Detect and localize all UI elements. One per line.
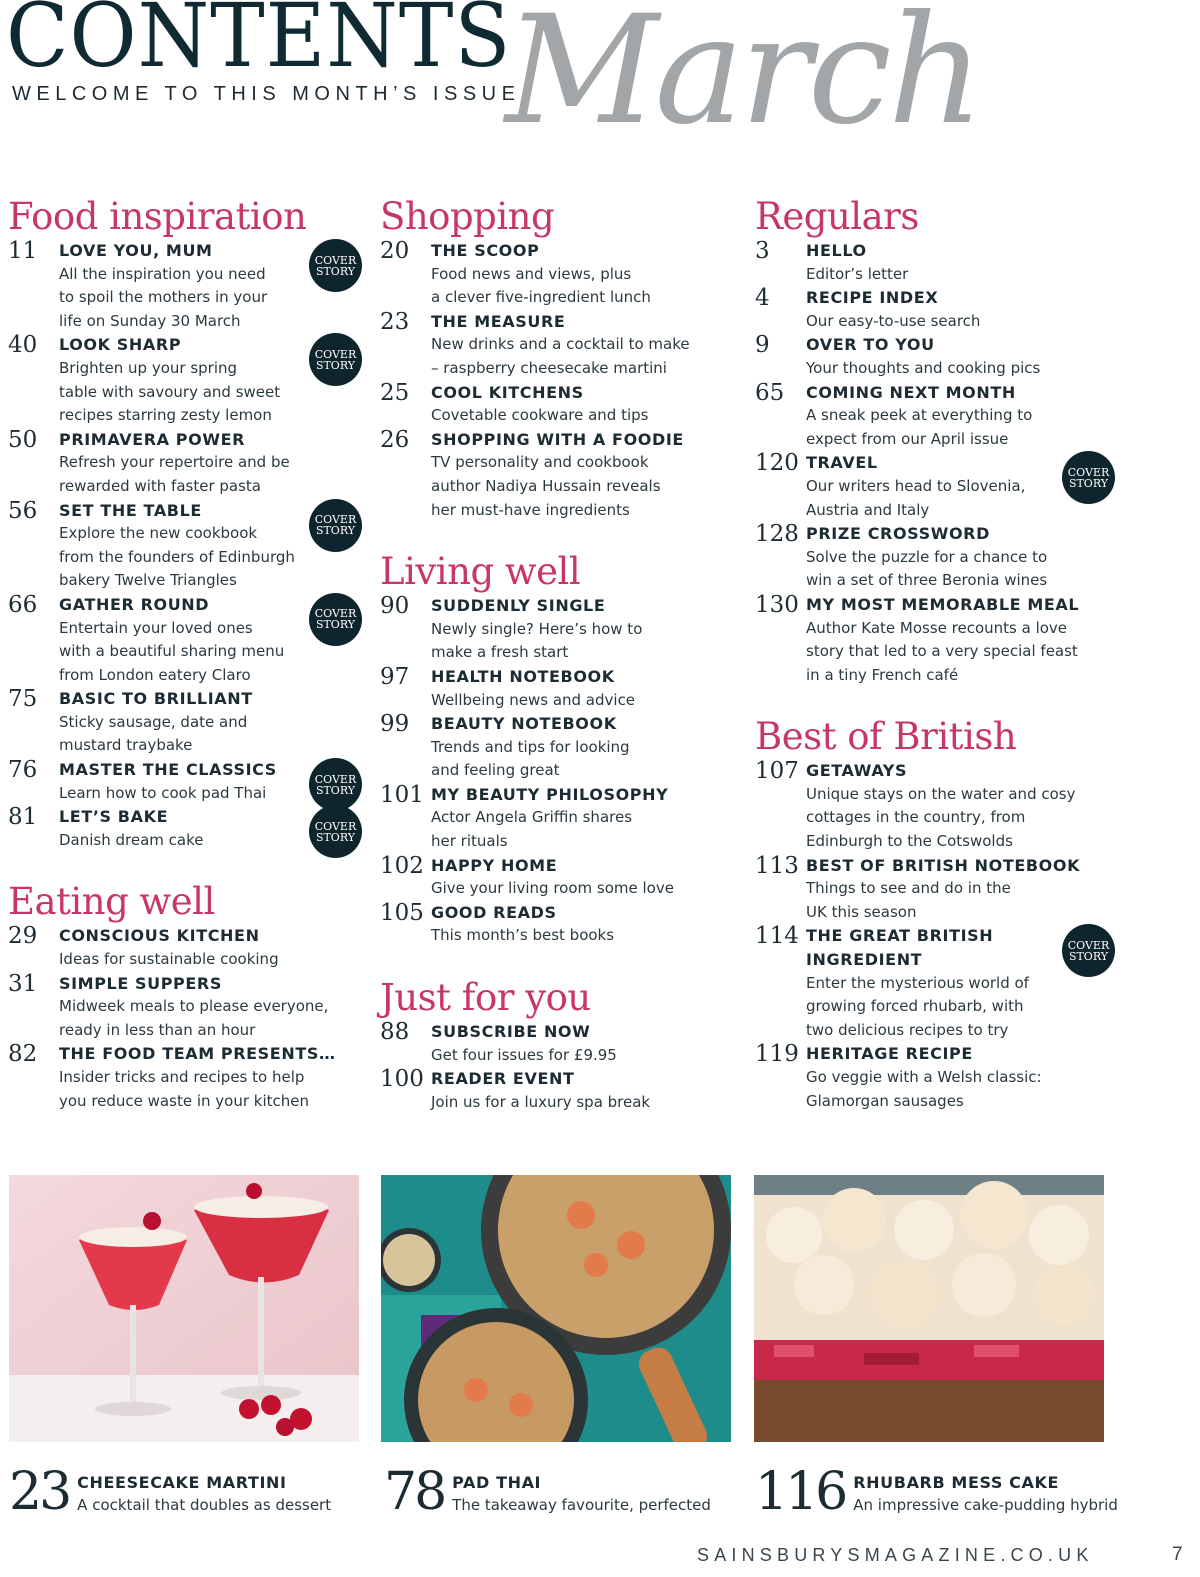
rhubarb-mess-cake-photo — [754, 1175, 1104, 1442]
cover-story-badge — [309, 758, 362, 811]
entry-body — [59, 924, 368, 971]
contents-entry[interactable] — [380, 594, 745, 665]
entry-page-number: 113 — [755, 852, 799, 879]
contents-entry[interactable] — [8, 1042, 368, 1113]
feature-page-number: 23 — [9, 1462, 70, 1522]
contents-entry[interactable] — [755, 854, 1135, 925]
contents-entry[interactable] — [8, 924, 368, 971]
badge-line: STORY — [315, 264, 356, 278]
entry-description: Midweek meals to please everyone, ready in less than an hour — [59, 997, 329, 1039]
contents-entry[interactable] — [8, 499, 368, 593]
entry-body — [59, 1042, 368, 1113]
entry-body — [806, 593, 1135, 687]
badge-line: COVER — [1067, 938, 1110, 952]
badge-line: STORY — [315, 783, 356, 797]
entry-description: Refresh your repertoire and be rewarded with faster pasta — [59, 453, 290, 495]
entry-body — [431, 239, 745, 310]
entry-body — [806, 286, 1135, 333]
entry-description: Trends and tips for looking and feeling great — [431, 737, 630, 780]
cover-story-badge — [309, 333, 362, 386]
section-eating-well — [8, 880, 368, 1113]
entry-description: This month’s best books — [431, 926, 615, 945]
entry-title: MY BEAUTY PHILOSOPHY — [431, 784, 669, 804]
entry-description: Wellbeing news and advice — [431, 690, 636, 709]
entry-page-number: 11 — [8, 238, 38, 264]
entry-page-number: 128 — [755, 521, 799, 548]
entry-page-number: 3 — [755, 238, 770, 264]
contents-entry[interactable] — [380, 901, 745, 948]
entry-body — [806, 333, 1135, 380]
entry-body — [431, 1020, 745, 1067]
entry-body — [431, 310, 745, 381]
contents-entry[interactable] — [755, 522, 1135, 593]
feature-text — [77, 1466, 331, 1517]
feature-title: RHUBARB MESS CAKE — [853, 1473, 1060, 1492]
entry-page-number: 102 — [380, 852, 424, 879]
entry-page-number: 23 — [380, 308, 410, 335]
feature-page-number: 116 — [755, 1462, 846, 1522]
section-title: Food inspiration — [8, 195, 307, 238]
entry-page-number: 31 — [8, 970, 38, 997]
entry-body — [59, 972, 368, 1043]
entry-page-number: 75 — [8, 686, 38, 713]
section-just-for-you — [380, 976, 745, 1114]
cover-story-badge — [1062, 451, 1115, 504]
entry-description: Solve the puzzle for a chance to win a set of three Beronia wines — [806, 547, 1048, 590]
contents-entry[interactable] — [755, 593, 1135, 687]
badge-line: COVER — [314, 819, 357, 833]
entry-page-number: 4 — [755, 285, 770, 312]
entry-title: GATHER ROUND — [59, 594, 210, 614]
entry-page-number: 81 — [8, 804, 38, 831]
section-best-of-british — [755, 715, 1135, 1113]
contents-entry[interactable] — [755, 759, 1135, 853]
entry-title: SUDDENLY SINGLE — [431, 596, 606, 616]
entry-description: New drinks and a cocktail to make – raspberry cheesecake martini — [431, 335, 690, 377]
entry-body — [431, 1067, 745, 1114]
entry-page-number: 25 — [380, 379, 410, 406]
entry-description: TV personality and cookbook author Nadiya Hussain reveals her must-have ingredients — [431, 453, 661, 519]
entry-description: Editor’s letter — [806, 264, 909, 283]
entry-description: Unique stays on the water and cosy cottages in the country, from Edinburgh to the Cotswolds — [806, 784, 1076, 851]
entry-page-number: 9 — [755, 332, 770, 359]
badge-line: STORY — [1068, 949, 1109, 963]
section-shopping — [380, 195, 745, 522]
feature-text — [853, 1466, 1118, 1517]
entry-description: Go veggie with a Welsh classic: Glamorgan sausages — [806, 1068, 1042, 1110]
entry-description: Food news and views, plus a clever five-ingredient lunch — [431, 264, 651, 307]
entry-title: THE GREAT BRITISH INGREDIENT — [806, 926, 994, 970]
contents-entry[interactable] — [380, 1020, 745, 1067]
entry-body — [431, 381, 745, 428]
page-subtitle: WELCOME TO THIS MONTH’S ISSUE — [12, 83, 521, 105]
entry-body — [806, 381, 1135, 452]
entry-page-number: 120 — [755, 450, 799, 477]
badge-line: COVER — [314, 513, 357, 527]
entry-title: HERITAGE RECIPE — [806, 1044, 973, 1064]
section-food-inspiration — [8, 195, 368, 852]
entry-title: BEAUTY NOTEBOOK — [431, 714, 617, 734]
contents-entry[interactable] — [380, 428, 745, 522]
entry-title: RECIPE INDEX — [806, 288, 939, 308]
contents-entry[interactable] — [8, 687, 368, 758]
entry-body — [431, 712, 745, 783]
contents-entry[interactable] — [380, 239, 745, 310]
contents-entry[interactable] — [380, 1067, 745, 1114]
entry-page-number: 119 — [755, 1041, 799, 1068]
entry-description: Danish dream cake — [59, 830, 204, 849]
entry-page-number: 40 — [8, 332, 38, 359]
entry-description: Actor Angela Griffin shares her rituals — [431, 808, 633, 851]
section-living-well — [380, 550, 745, 948]
entry-body — [431, 428, 745, 522]
entry-body — [806, 1042, 1135, 1113]
entry-body — [431, 665, 745, 712]
contents-entry[interactable] — [380, 783, 745, 854]
badge-line: COVER — [314, 347, 357, 361]
issue-month: March — [505, 0, 981, 158]
contents-entry[interactable] — [755, 924, 1135, 1042]
contents-entry[interactable] — [755, 1042, 1135, 1113]
contents-entry[interactable] — [755, 381, 1135, 452]
contents-entry[interactable] — [380, 381, 745, 428]
entry-page-number: 76 — [8, 757, 38, 784]
feature-cheesecake-martini[interactable] — [9, 1462, 332, 1522]
entry-description: A sneak peek at everything to expect from our April issue — [806, 406, 1033, 448]
contents-entry[interactable] — [8, 593, 368, 687]
feature-text — [452, 1466, 711, 1517]
entry-body — [431, 901, 745, 948]
footer-website[interactable]: SAINSBURYSMAGAZINE.CO.UK — [697, 1545, 1094, 1565]
entry-body — [806, 759, 1135, 853]
section-title: Eating well — [8, 880, 215, 924]
cheesecake-martini-photo — [9, 1175, 359, 1442]
cover-story-badge — [309, 593, 362, 646]
cover-story-badge — [309, 239, 362, 292]
entry-description: Learn how to cook pad Thai — [59, 783, 267, 802]
contents-entry[interactable] — [755, 451, 1135, 522]
contents-entry[interactable] — [8, 239, 368, 333]
entry-description: Join us for a luxury spa break — [431, 1092, 651, 1111]
entry-page-number: 20 — [380, 238, 410, 264]
entry-description: Give your living room some love — [431, 879, 674, 898]
badge-line: STORY — [315, 524, 356, 538]
entry-description: All the inspiration you need to spoil the mothers in your life on Sunday 30 March — [59, 264, 268, 330]
feature-pad-thai[interactable] — [384, 1462, 711, 1522]
entry-title: THE FOOD TEAM PRESENTS… — [59, 1044, 336, 1064]
entry-title: CONSCIOUS KITCHEN — [59, 926, 260, 946]
entry-title: COOL KITCHENS — [431, 382, 584, 402]
entry-page-number: 130 — [755, 591, 799, 618]
entry-title: BASIC TO BRILLIANT — [59, 689, 253, 709]
entry-body — [431, 594, 745, 665]
page-title: CONTENTS — [6, 0, 512, 87]
entry-title: HAPPY HOME — [431, 855, 558, 875]
entry-page-number: 90 — [380, 593, 410, 620]
pad-thai-photo — [381, 1175, 731, 1442]
contents-entry[interactable] — [380, 665, 745, 712]
contents-entry[interactable] — [8, 333, 368, 427]
feature-rhubarb-mess-cake[interactable] — [755, 1462, 1118, 1522]
feature-desc: The takeaway favourite, perfected — [452, 1496, 711, 1514]
entry-body — [806, 854, 1135, 925]
entry-body — [806, 239, 1135, 286]
entry-description: Your thoughts and cooking pics — [806, 358, 1041, 377]
feature-desc: A cocktail that doubles as dessert — [77, 1496, 332, 1514]
entry-title: READER EVENT — [431, 1069, 575, 1089]
badge-line: STORY — [315, 618, 356, 632]
entry-description: Brighten up your spring table with savoury and sweet recipes starring zesty lemon — [59, 358, 281, 425]
entry-title: TRAVEL — [806, 453, 878, 473]
contents-entry[interactable] — [380, 712, 745, 783]
entry-page-number: 99 — [380, 711, 410, 738]
entry-page-number: 105 — [380, 899, 424, 926]
feature-desc: An impressive cake-pudding hybrid — [853, 1496, 1118, 1514]
entry-description: Ideas for sustainable cooking — [59, 950, 279, 969]
entry-description: Sticky sausage, date and mustard traybake — [59, 712, 248, 755]
entry-title: PRIZE CROSSWORD — [806, 524, 990, 544]
entry-body — [431, 783, 745, 854]
feature-title: CHEESECAKE MARTINI — [77, 1473, 287, 1492]
section-regulars — [755, 195, 1135, 687]
entry-body — [431, 854, 745, 901]
entry-page-number: 65 — [755, 379, 785, 406]
entry-page-number: 66 — [8, 591, 38, 618]
entry-description: Author Kate Mosse recounts a love story that led to a very special feast in a tiny French café — [806, 618, 1078, 684]
entry-page-number: 26 — [380, 426, 410, 453]
section-title: Best of British — [755, 715, 1017, 759]
entry-body — [59, 687, 368, 758]
entry-description: Newly single? Here’s how to make a fresh start — [431, 619, 643, 662]
entry-page-number: 88 — [380, 1019, 410, 1046]
feature-title: PAD THAI — [452, 1473, 542, 1492]
entry-title: THE SCOOP — [431, 241, 540, 260]
entry-page-number: 50 — [8, 426, 38, 453]
entry-page-number: 100 — [380, 1066, 424, 1093]
entry-page-number: 29 — [8, 923, 38, 950]
entry-description: Explore the new cookbook from the founders of Edinburgh bakery Twelve Triangles — [59, 524, 295, 590]
cover-story-badge — [309, 805, 362, 858]
contents-entry[interactable] — [380, 310, 745, 381]
entry-title: GOOD READS — [431, 902, 557, 922]
entry-title: PRIMAVERA POWER — [59, 429, 246, 449]
contents-entry[interactable] — [380, 854, 745, 901]
entry-page-number: 97 — [380, 663, 410, 690]
contents-column-1 — [8, 195, 368, 1141]
entry-description: Get four issues for £9.95 — [431, 1045, 617, 1064]
entry-page-number: 56 — [8, 497, 38, 524]
entry-title: SHOPPING WITH A FOODIE — [431, 429, 684, 449]
entry-body — [806, 522, 1135, 593]
entry-title: COMING NEXT MONTH — [806, 382, 1016, 402]
contents-entry[interactable] — [8, 758, 368, 805]
entry-description: Enter the mysterious world of growing forced rhubarb, with two delicious recipes to try — [806, 973, 1029, 1039]
badge-line: COVER — [1067, 465, 1110, 479]
badge-line: COVER — [314, 772, 357, 786]
cover-story-badge — [309, 499, 362, 552]
entry-title: LOVE YOU, MUM — [59, 241, 213, 260]
contents-entry[interactable] — [8, 972, 368, 1043]
entry-page-number: 107 — [755, 758, 799, 785]
entry-title: LOOK SHARP — [59, 335, 182, 355]
entry-title: MASTER THE CLASSICS — [59, 760, 277, 780]
badge-line: COVER — [314, 253, 357, 267]
contents-entry[interactable] — [755, 286, 1135, 333]
entry-page-number: 114 — [755, 923, 799, 950]
contents-entry[interactable] — [8, 428, 368, 499]
contents-entry[interactable] — [8, 805, 368, 852]
entry-title: SIMPLE SUPPERS — [59, 973, 222, 993]
entry-description: Our easy-to-use search — [806, 311, 981, 330]
entry-description: Things to see and do in the UK this season — [806, 879, 1011, 921]
entry-page-number: 82 — [8, 1041, 38, 1068]
entry-title: SET THE TABLE — [59, 500, 202, 520]
section-title: Just for you — [380, 976, 591, 1020]
entry-title: HELLO — [806, 241, 867, 260]
entry-description: Covetable cookware and tips — [431, 406, 649, 425]
badge-line: COVER — [314, 607, 357, 621]
badge-line: STORY — [315, 830, 356, 844]
entry-title: HEALTH NOTEBOOK — [431, 666, 615, 686]
entry-description: Entertain your loved ones with a beautiful sharing menu from London eatery Claro — [59, 618, 285, 684]
entry-title: THE MEASURE — [431, 311, 566, 331]
section-title: Shopping — [380, 195, 555, 238]
section-title: Regulars — [755, 195, 919, 238]
entry-page-number: 101 — [380, 781, 424, 808]
badge-line: STORY — [315, 358, 356, 372]
entry-title: SUBSCRIBE NOW — [431, 1022, 591, 1042]
entry-title: GETAWAYS — [806, 761, 908, 781]
entry-title: BEST OF BRITISH NOTEBOOK — [806, 855, 1081, 875]
footer-page-number: 7 — [1172, 1544, 1183, 1565]
entry-body — [59, 428, 368, 499]
entry-description: Insider tricks and recipes to help you reduce waste in your kitchen — [59, 1068, 309, 1110]
entry-title: LET’S BAKE — [59, 807, 169, 827]
entry-title: MY MOST MEMORABLE MEAL — [806, 594, 1080, 614]
section-title: Living well — [380, 550, 581, 594]
contents-entry[interactable] — [755, 239, 1135, 286]
contents-entry[interactable] — [755, 333, 1135, 380]
contents-column-2 — [380, 195, 745, 1142]
entry-description: Our writers head to Slovenia, Austria and Italy — [806, 476, 1026, 519]
contents-column-3 — [755, 195, 1135, 1141]
badge-line: STORY — [1068, 476, 1109, 490]
entry-title: OVER TO YOU — [806, 335, 935, 355]
feature-page-number: 78 — [384, 1462, 445, 1522]
